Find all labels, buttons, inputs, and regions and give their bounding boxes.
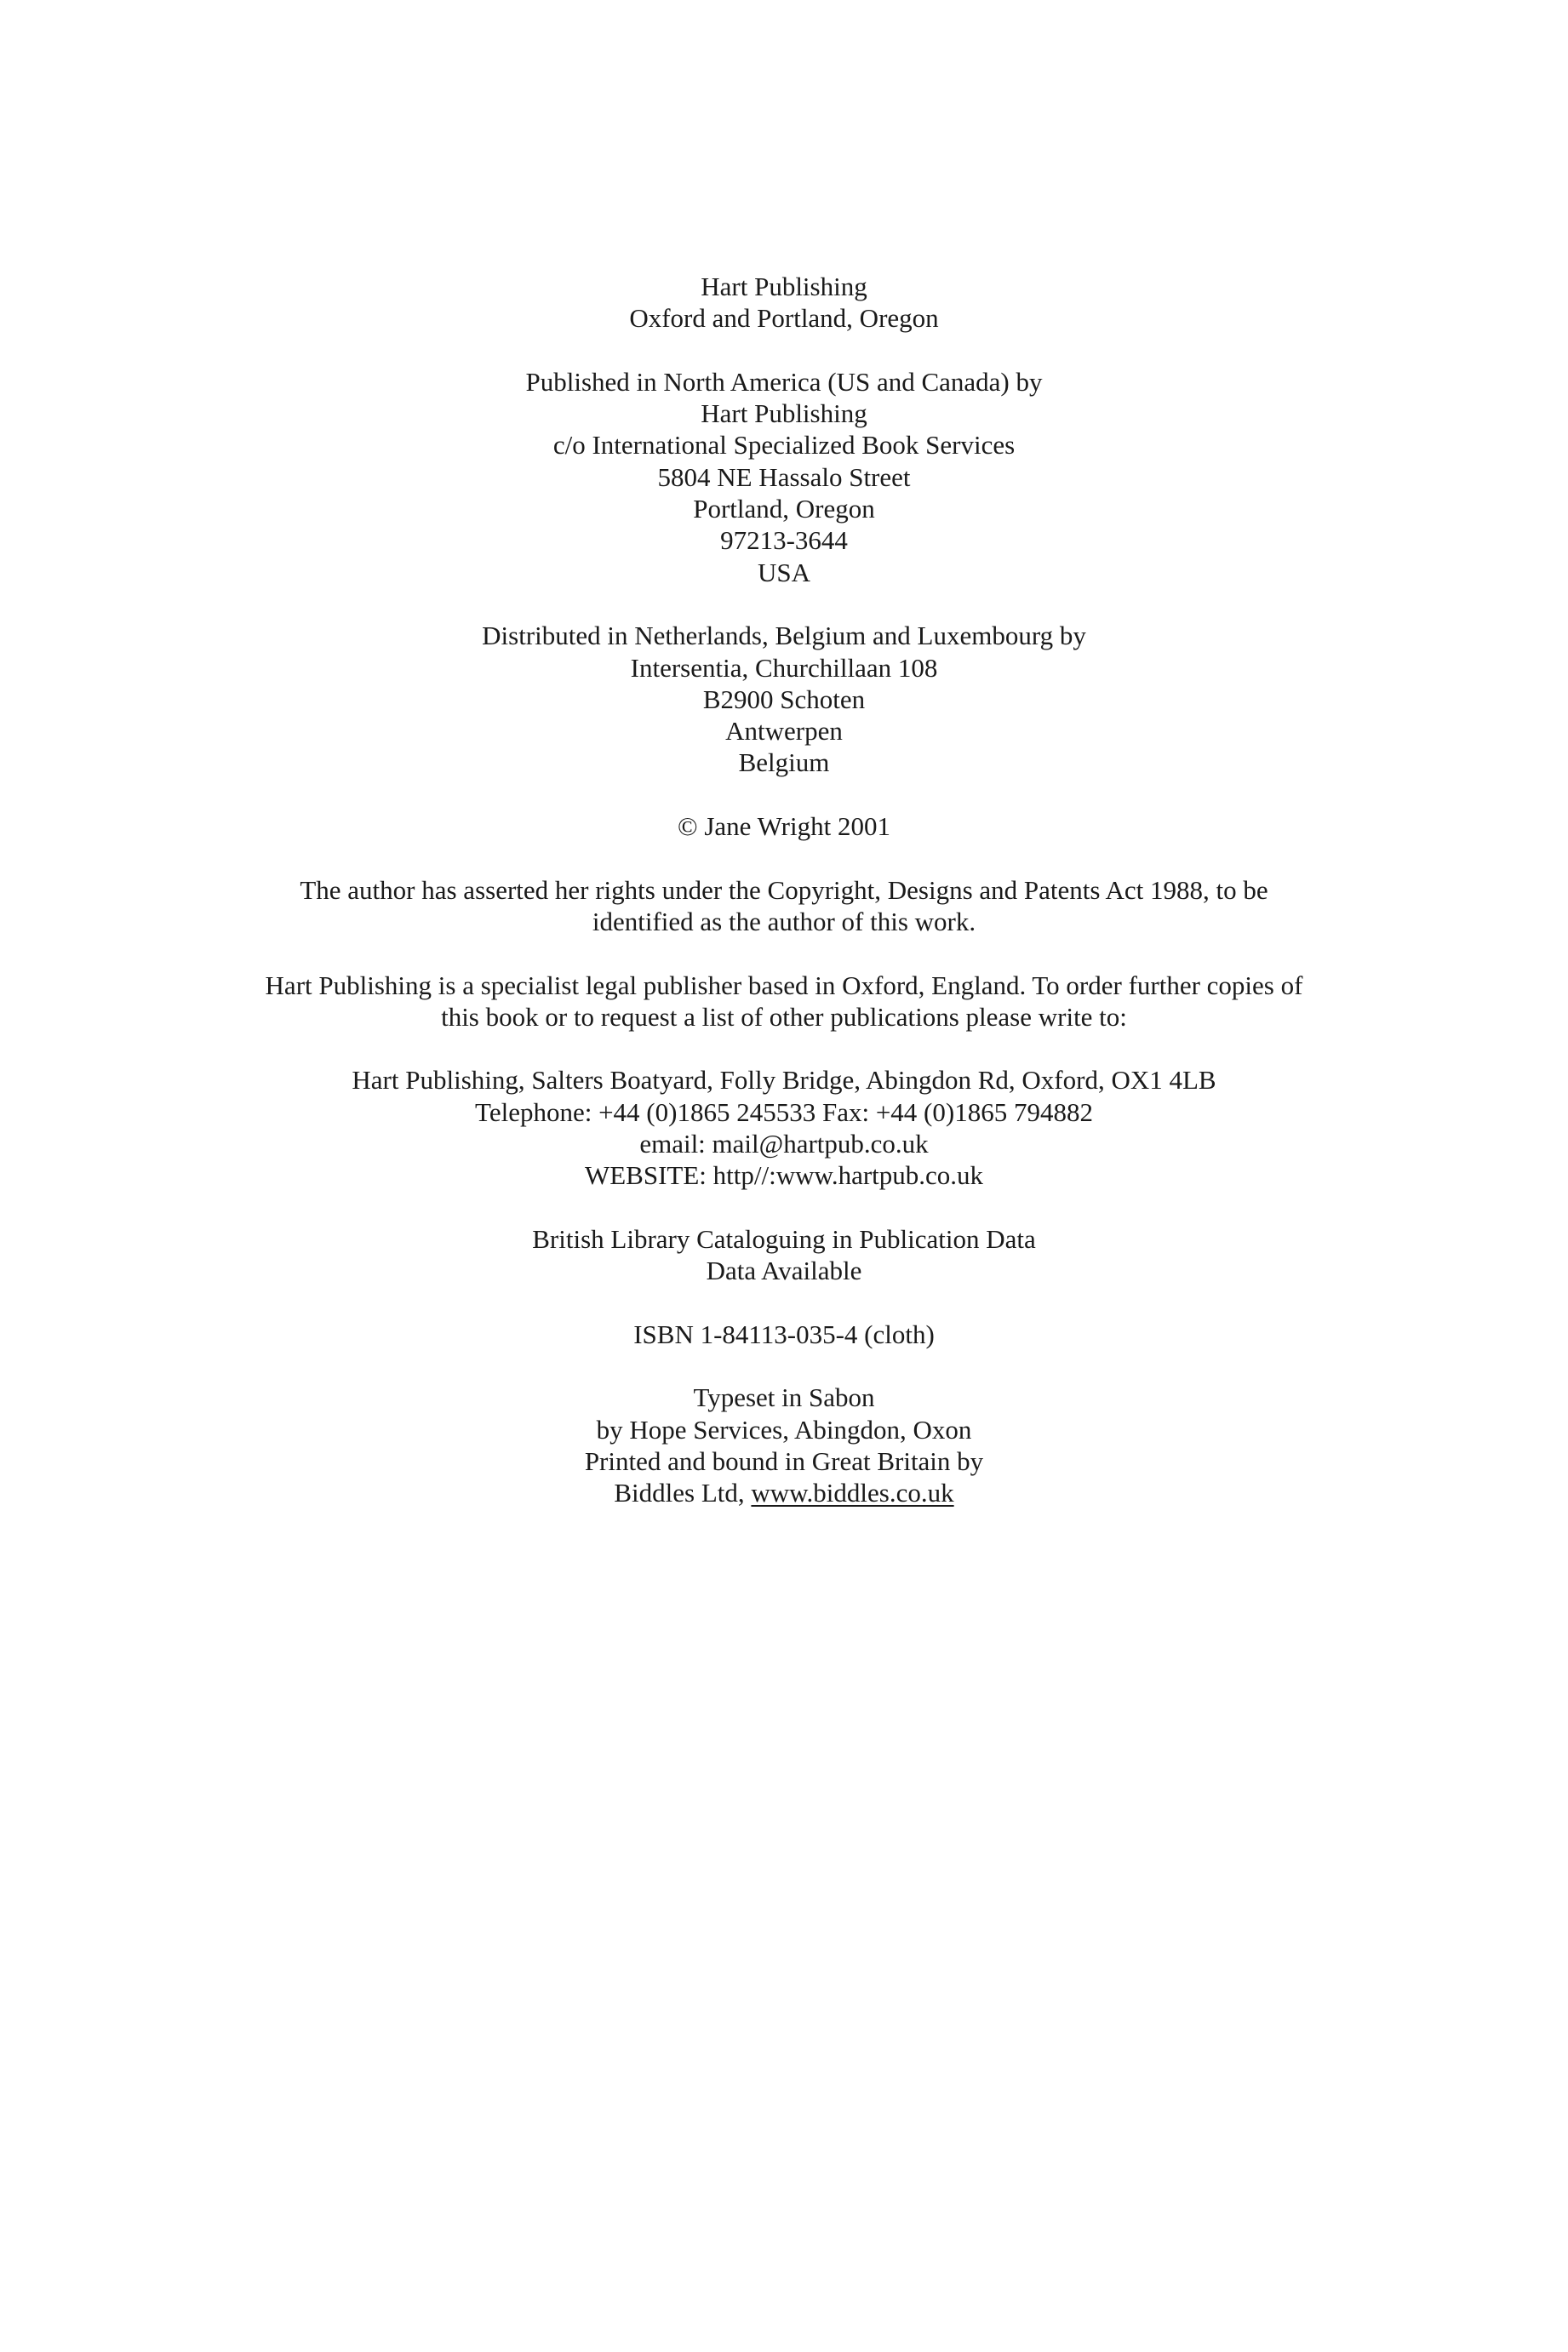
contact-phone-fax: Telephone: +44 (0)1865 245533 Fax: +44 (0)1865 794882 (475, 1096, 1093, 1127)
printer-website-link[interactable]: www.biddles.co.uk (751, 1478, 954, 1508)
printed-line: Printed and bound in Great Britain by (584, 1445, 984, 1476)
rights-block (170, 874, 1398, 938)
typeset-line: Typeset in Sabon (693, 1382, 875, 1413)
printer-name: Biddles Ltd, (614, 1478, 752, 1508)
north-america-care-of: c/o International Specialized Book Services (552, 430, 1016, 461)
rights-line-1: The author has asserted her rights under the Copyright, Designs and Patents Act 1988, to be (300, 874, 1268, 905)
imprint-text (170, 271, 1398, 1509)
benelux-intro: Distributed in Netherlands, Belgium and Luxembourg by (482, 621, 1086, 651)
cataloguing-block (170, 1223, 1398, 1287)
north-america-intro: Published in North America (US and Canada) by (525, 366, 1043, 397)
publisher-block (170, 271, 1398, 335)
publisher-location: Oxford and Portland, Oregon (629, 303, 939, 334)
production-block (170, 1382, 1398, 1508)
benelux-region: Antwerpen (725, 716, 843, 747)
about-line-1: Hart Publishing is a specialist legal publisher based in Oxford, England. To order further copies of (265, 970, 1303, 1000)
copyright-block (170, 810, 1398, 842)
benelux-block (170, 620, 1398, 778)
copyright-notice: © Jane Wright 2001 (678, 811, 890, 842)
cataloguing-line-2: Data Available (706, 1256, 862, 1286)
about-block (170, 970, 1398, 1033)
north-america-street: 5804 NE Hassalo Street (657, 461, 911, 492)
north-america-publisher: Hart Publishing (701, 398, 867, 429)
benelux-postcode-city: B2900 Schoten (702, 684, 866, 714)
contact-address: Hart Publishing, Salters Boatyard, Folly Bridge, Abingdon Rd, Oxford, OX1 4LB (352, 1065, 1216, 1096)
benelux-country: Belgium (738, 747, 830, 778)
north-america-postcode: 97213-3644 (720, 525, 848, 556)
printer-line (170, 1477, 1398, 1508)
isbn-text: ISBN 1-84113-035-4 (cloth) (633, 1319, 935, 1349)
contact-email: email: mail@hartpub.co.uk (639, 1129, 929, 1159)
benelux-company: Intersentia, Churchillaan 108 (630, 652, 938, 683)
typesetter-line: by Hope Services, Abingdon, Oxon (596, 1414, 972, 1445)
about-line-2: this book or to request a list of other publications please write to: (441, 1001, 1127, 1032)
contact-website: WEBSITE: http//:www.hartpub.co.uk (584, 1160, 984, 1191)
north-america-country: USA (757, 557, 810, 587)
north-america-city: Portland, Oregon (693, 494, 875, 524)
north-america-block (170, 366, 1398, 588)
contact-block (170, 1064, 1398, 1191)
cataloguing-line-1: British Library Cataloguing in Publication Data (532, 1223, 1036, 1254)
isbn-block (170, 1319, 1398, 1350)
rights-line-2: identified as the author of this work. (592, 906, 976, 936)
publisher-name: Hart Publishing (701, 272, 867, 301)
